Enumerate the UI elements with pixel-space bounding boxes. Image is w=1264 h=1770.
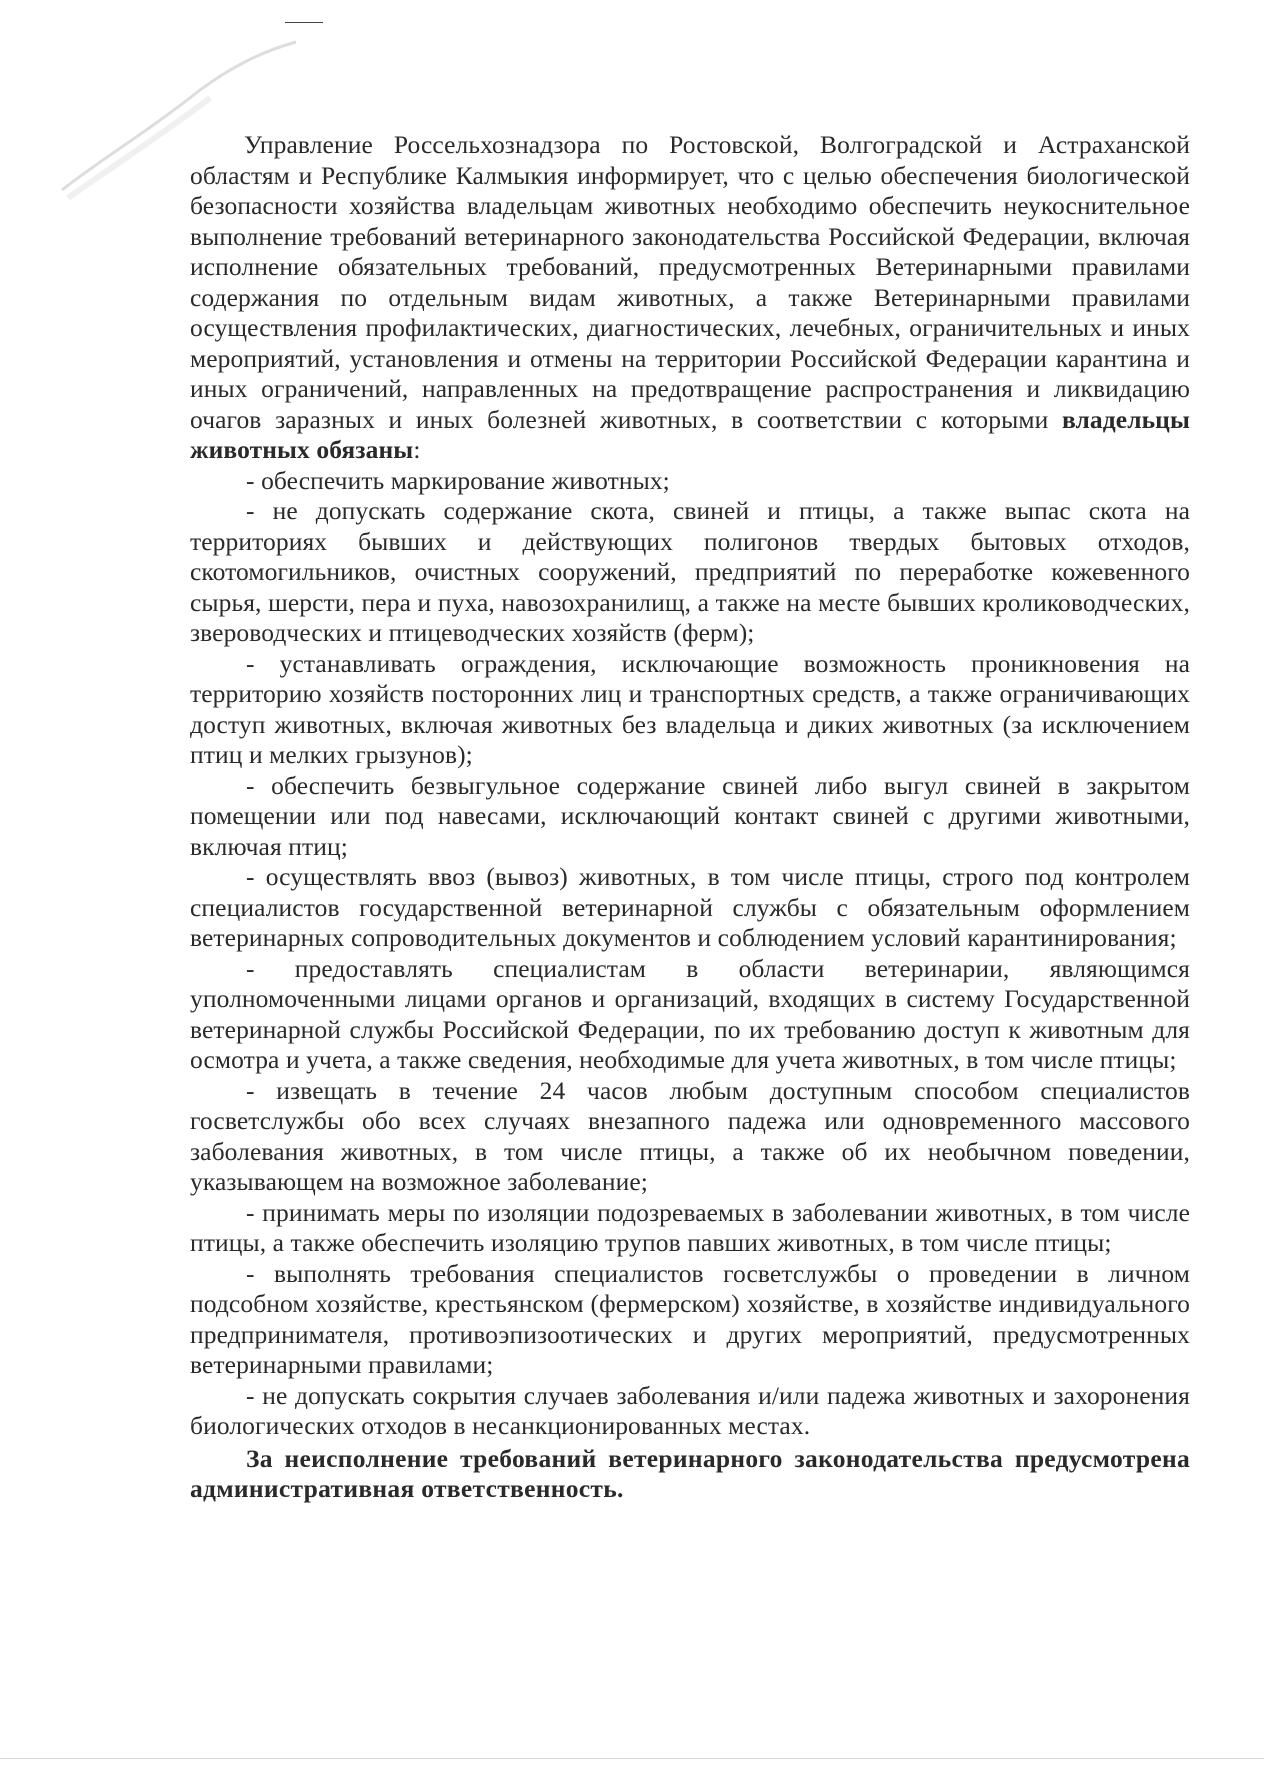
obligation-item: - не допускать сокрытия случаев заболевания и/или падежа животных и захоронения биологических отходов в несанкционированных местах.	[190, 1380, 1190, 1440]
document-body	[190, 130, 1190, 1530]
obligation-item: - осуществлять ввоз (вывоз) животных, в том числе птицы, строго под контролем специалистов государственной ветеринарной службы с обязательным оформлением ветеринарных сопроводительных документов и соблюдением условий карантинирования;	[190, 862, 1190, 952]
obligation-item: - обеспечить маркирование животных;	[246, 465, 670, 495]
intro-paragraph	[190, 130, 1190, 466]
obligation-item: - предоставлять специалистам в области ветеринарии, являющимся уполномоченными лицами органов и организаций, входящих в систему Государственной ветеринарной службы Российской Федерации, по их требованию доступ к животным для осмотра и учета, а также сведения, необходимые для учета животных, в том числе птицы;	[190, 953, 1190, 1074]
obligation-item: - обеспечить безвыгульное содержание свиней либо выгул свиней в закрытом помещении или под навесами, исключающий контакт свиней с другими животными, включая птиц;	[190, 770, 1190, 861]
obligation-item: - принимать меры по изоляции подозреваемых в заболевании животных, в том числе птицы, а также обеспечить изоляцию трупов павших животных, в том числе птицы;	[190, 1197, 1190, 1257]
obligation-item: - извещать в течение 24 часов любым доступным способом специалистов госветслужбы обо всех случаях внезапного падежа или одновременного массового заболевания животных, в том числе птицы, а также об их необычном поведении, указывающем на возможное заболевание;	[190, 1075, 1190, 1196]
intro-colon: :	[413, 435, 421, 464]
obligation-item: - не допускать содержание скота, свиней и птицы, а также выпас скота на территориях бывших и действующих полигонов твердых бытовых отходов, скотомогильников, очистных сооружений, предприятий по переработке кожевенного сырья, шерсти, пера и пуха, навозохранилищ, а также на месте бывших кролиководческих, звероводческих и птицеводческих хозяйств (ферм);	[190, 496, 1190, 647]
intro-bold-phrase: владельцы животных обязаны	[190, 404, 1190, 464]
obligation-item: - выполнять требования специалистов госветслужбы о проведении в личном подсобном хозяйстве, крестьянском (фермерском) хозяйстве, в хозяйстве индивидуального предпринимателя, противоэпизоотических и других мероприятий, предусмотренных ветеринарными правилами;	[190, 1258, 1190, 1379]
closing-statement: За неисполнение требований ветеринарного законодательства предусмотрена административная ответственность.	[190, 1443, 1190, 1503]
scan-mark-line	[285, 22, 323, 23]
page-bottom-edge	[0, 1758, 1264, 1759]
intro-text: Управление Россельхознадзора по Ростовской, Волгоградской и Астраханской областям и Республике Калмыкия информирует, что с целью обеспечения биологической безопасности хозяйства владельцам животных необходимо обеспечить неукоснительное выполнение требований ветеринарного законодательства Российской Федерации, включая исполнение обязательных требований, предусмотренных Ветеринарными правилами содержания по отдельным видам животных, а также Ветеринарными правилами осуществления профилактических, диагностических, лечебных, ограничительных и иных мероприятий, установления и отмены на территории Российской Федерации карантина и иных ограничений, направленных на предотвращение распространения и ликвидацию очагов заразных и иных болезней животных, в соответствии с которыми	[190, 130, 1190, 434]
obligation-item: - устанавливать ограждения, исключающие возможность проникновения на территорию хозяйств посторонних лиц и транспортных средств, а также ограничивающих доступ животных, включая животных без владельца и диких животных (за исключением птиц и мелких грызунов);	[190, 648, 1190, 769]
